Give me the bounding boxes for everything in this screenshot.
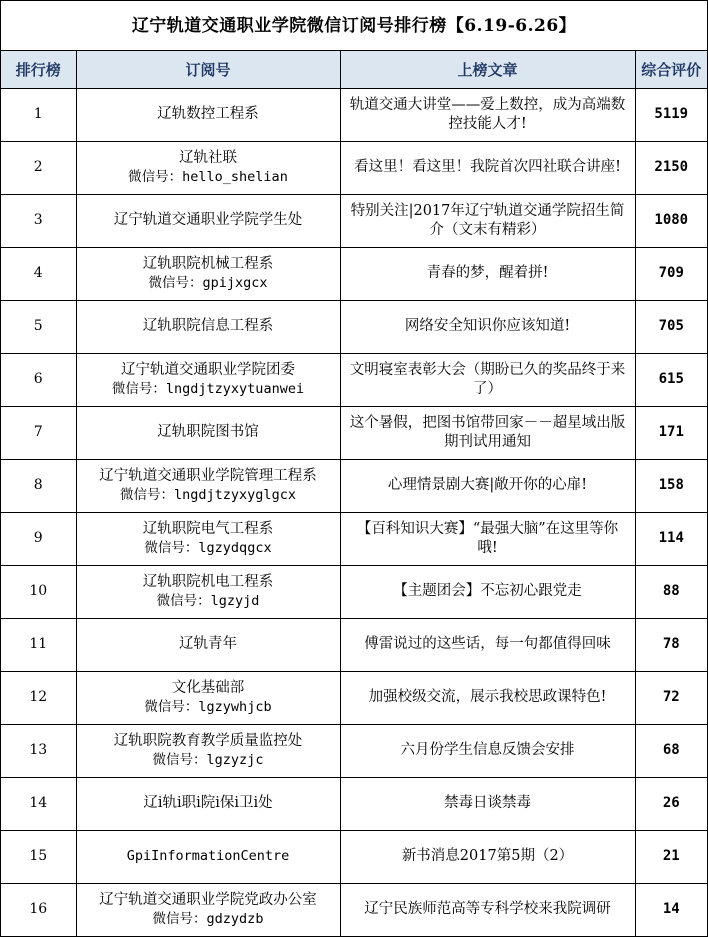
account-cell [76,724,340,777]
account-name: 辽轨社联 [179,149,237,166]
table-row [1,724,707,777]
article-cell [340,247,635,300]
wechat-id: 微信号：lngdjtzyxytuanwei [111,380,305,397]
article-cell [340,618,635,671]
account-name: 辽i轨i职i院i保i卫i处 [143,795,273,811]
article-title: 网络安全知识你应该知道! [404,318,571,334]
account-name: 辽轨职院图书馆 [157,424,259,440]
article-title: 新书消息2017第5期（2） [401,848,574,864]
rank-cell: 12 [1,671,76,724]
article-cell [340,300,635,353]
article-title: 【百科知识大赛】“最强大脑”在这里等你哦! [356,520,619,556]
rank-cell: 6 [1,353,76,406]
rank-cell: 4 [1,247,76,300]
account-name: 辽轨数控工程系 [157,106,259,122]
header-row [1,51,707,88]
account-cell [76,830,340,883]
account-cell [76,565,340,618]
table-row [1,459,707,512]
table-row [1,194,707,247]
table-row [1,830,707,883]
header-account: 订阅号 [76,51,340,88]
score-cell: 26 [635,777,707,830]
article-cell [340,406,635,459]
table-row [1,565,707,618]
account-name: 文化基础部 [171,679,245,696]
rank-cell: 1 [1,88,76,141]
wechat-id: 微信号：lgzywhjcb [144,698,272,715]
account-cell [76,512,340,565]
score-cell: 171 [635,406,707,459]
table-row [1,512,707,565]
table-row [1,406,707,459]
article-cell [340,512,635,565]
header-score: 综合评价 [635,51,707,88]
header-article: 上榜文章 [340,51,635,88]
table-row [1,88,707,141]
article-title: 青春的梦，醒着拼! [426,265,549,281]
account-cell [76,300,340,353]
rank-cell: 8 [1,459,76,512]
article-title: 特别关注|2017年辽宁轨道交通学院招生简介（文末有精彩） [350,202,625,238]
score-cell: 78 [635,618,707,671]
score-cell: 709 [635,247,707,300]
account-cell [76,247,340,300]
wechat-id: 微信号：lgzyjd [156,592,260,609]
article-cell [340,353,635,406]
account-name: 辽轨职院机电工程系 [142,573,274,590]
score-cell: 5119 [635,88,707,141]
article-cell [340,830,635,883]
score-cell: 114 [635,512,707,565]
article-cell [340,671,635,724]
table-body [1,88,707,936]
account-cell [76,777,340,830]
table-row [1,671,707,724]
article-title: 辽宁民族师范高等专科学校来我院调研 [364,901,611,918]
account-cell [76,141,340,194]
score-cell: 705 [635,300,707,353]
article-title: 傅雷说过的这些话，每一句都值得回味 [364,636,611,652]
ranking-table [1,51,707,936]
account-name: 辽轨青年 [179,636,237,652]
score-cell: 2150 [635,141,707,194]
article-title: 这个暑假，把图书馆带回家－－超星域出版期刊试用通知 [349,414,626,450]
article-cell [340,724,635,777]
page-title: 辽宁轨道交通职业学院微信订阅号排行榜【6.19-6.26】 [1,1,707,51]
score-cell: 14 [635,883,707,936]
table-row [1,141,707,194]
article-title: 轨道交通大讲堂——爱上数控，成为高端数控技能人才! [349,96,626,132]
table-row [1,247,707,300]
wechat-id: 微信号：lngdjtzyxyglgcx [120,486,296,503]
account-cell [76,88,340,141]
wechat-id: 微信号：hello_shelian [128,168,288,185]
account-name: 辽轨职院电气工程系 [142,520,274,537]
rank-cell: 2 [1,141,76,194]
table-row [1,883,707,936]
account-cell [76,618,340,671]
table-row [1,777,707,830]
article-title: 心理情景剧大赛|敞开你的心扉! [387,477,588,493]
rank-cell: 11 [1,618,76,671]
account-name: 辽宁轨道交通职业学院学生处 [113,212,303,228]
wechat-id: 微信号：gdzydzb [152,910,264,927]
account-name: 辽轨职院信息工程系 [142,318,274,334]
account-cell [76,671,340,724]
wechat-id: 微信号：lgzyzjc [152,751,264,768]
article-cell [340,141,635,194]
article-cell [340,565,635,618]
rank-cell: 3 [1,194,76,247]
account-name: 辽轨职院机械工程系 [142,255,274,272]
article-title: 禁毒日谈禁毒 [444,795,531,811]
article-cell [340,88,635,141]
account-cell [76,883,340,936]
table-row [1,618,707,671]
article-title: 文明寝室表彰大会（期盼已久的奖品终于来了） [349,361,626,397]
article-title: 看这里！看这里！我院首次四社联合讲座! [354,159,621,175]
rank-cell: 13 [1,724,76,777]
score-cell: 68 [635,724,707,777]
article-title: 六月份学生信息反馈会安排 [400,742,575,758]
rank-cell: 16 [1,883,76,936]
account-name: 辽宁轨道交通职业学院党政办公室 [99,891,317,908]
score-cell: 21 [635,830,707,883]
account-cell [76,406,340,459]
account-cell [76,459,340,512]
account-name: 辽轨职院教育教学质量监控处 [113,732,303,749]
score-cell: 615 [635,353,707,406]
header-rank: 排行榜 [1,51,76,88]
article-title: 【主题团会】不忘初心跟党走 [393,583,582,599]
article-cell [340,883,635,936]
score-cell: 1080 [635,194,707,247]
rank-cell: 10 [1,565,76,618]
article-cell [340,194,635,247]
score-cell: 158 [635,459,707,512]
article-title: 加强校级交流，展示我校思政课特色! [368,689,607,705]
rank-cell: 5 [1,300,76,353]
score-cell: 72 [635,671,707,724]
score-cell: 88 [635,565,707,618]
rank-cell: 7 [1,406,76,459]
rank-cell: 15 [1,830,76,883]
account-cell [76,194,340,247]
rank-cell: 9 [1,512,76,565]
wechat-id: 微信号：lgzydqgcx [144,539,272,556]
account-cell [76,353,340,406]
account-name: 辽宁轨道交通职业学院管理工程系 [99,467,317,484]
account-name: GpiInformationCentre [126,848,290,864]
rank-cell: 14 [1,777,76,830]
article-cell [340,777,635,830]
wechat-id: 微信号：gpijxgcx [148,274,268,291]
article-cell [340,459,635,512]
table-row [1,353,707,406]
table-row [1,300,707,353]
account-name: 辽宁轨道交通职业学院团委 [121,361,295,378]
